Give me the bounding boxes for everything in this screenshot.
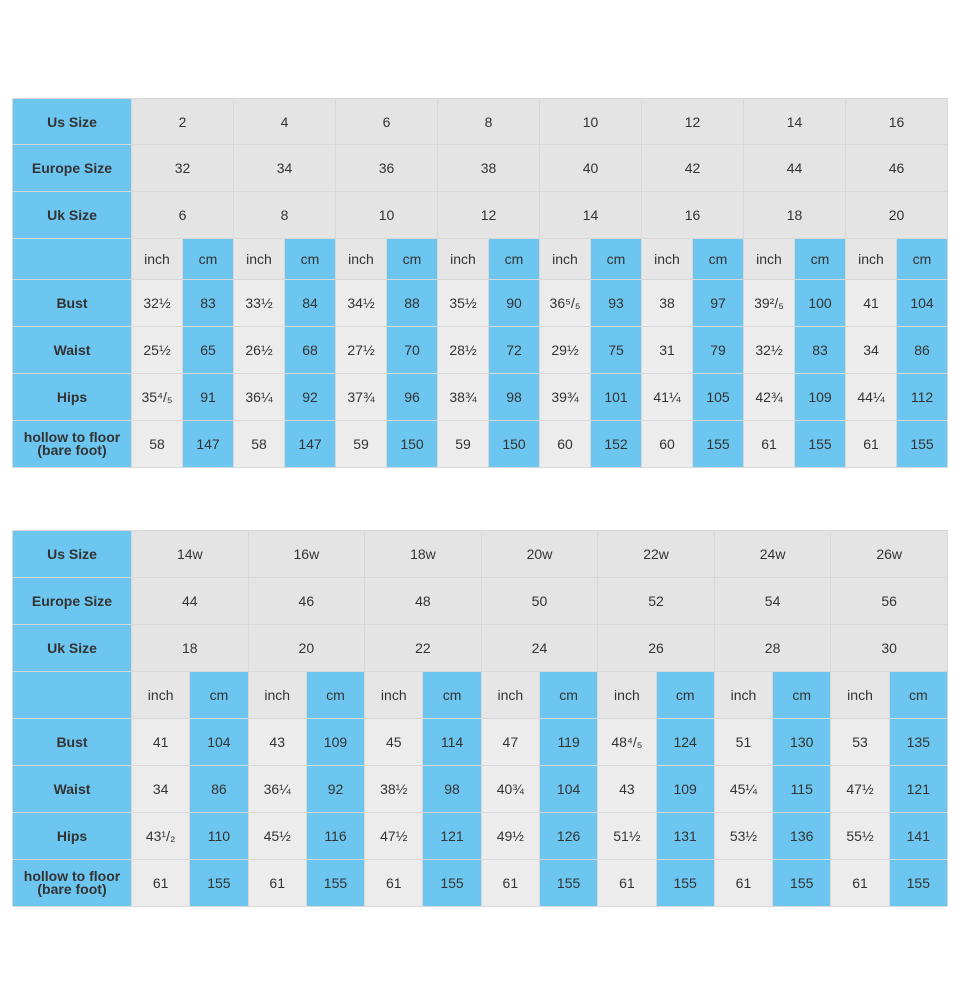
unit-header-cm: cm xyxy=(387,239,438,280)
europe-size-value: 54 xyxy=(714,578,831,625)
us-size-value: 4 xyxy=(234,99,336,145)
hips-inch-value: 51½ xyxy=(598,813,656,860)
row-label-hollow-to-floor xyxy=(13,860,132,907)
europe-size-value: 32 xyxy=(132,145,234,192)
table-row-uk-size xyxy=(13,192,948,239)
europe-size-value: 44 xyxy=(744,145,846,192)
us-size-value: 12 xyxy=(642,99,744,145)
hollow-label-line2: (bare foot) xyxy=(37,442,107,458)
bust-cm-value: 135 xyxy=(889,719,947,766)
hips-cm-value: 141 xyxy=(889,813,947,860)
hips-inch-value: 43¹/₂ xyxy=(132,813,190,860)
row-label-waist: Waist xyxy=(13,327,132,374)
uk-size-value: 18 xyxy=(132,625,249,672)
hips-inch-value: 42¾ xyxy=(744,374,795,421)
hips-inch-value: 35⁴/₅ xyxy=(132,374,183,421)
europe-size-value: 46 xyxy=(248,578,365,625)
bust-inch-value: 36⁵/₅ xyxy=(540,280,591,327)
table-row-europe-size xyxy=(13,145,948,192)
unit-header-cm: cm xyxy=(489,239,540,280)
uk-size-value: 8 xyxy=(234,192,336,239)
uk-size-value: 30 xyxy=(831,625,948,672)
hollow-inch-value: 61 xyxy=(365,860,423,907)
hollow-label-line1: hollow to floor xyxy=(23,868,121,884)
hips-cm-value: 112 xyxy=(897,374,948,421)
row-label-europe-size: Europe Size xyxy=(13,145,132,192)
unit-header-inch: inch xyxy=(744,239,795,280)
hollow-inch-value: 61 xyxy=(744,421,795,468)
table-row-europe-size xyxy=(13,578,948,625)
table-row-hips xyxy=(13,374,948,421)
hollow-cm-value: 155 xyxy=(306,860,364,907)
europe-size-value: 50 xyxy=(481,578,598,625)
hollow-inch-value: 60 xyxy=(540,421,591,468)
us-size-value: 24w xyxy=(714,531,831,578)
waist-cm-value: 68 xyxy=(285,327,336,374)
hips-inch-value: 36¼ xyxy=(234,374,285,421)
hips-inch-value: 39¾ xyxy=(540,374,591,421)
uk-size-value: 12 xyxy=(438,192,540,239)
row-label-us-size: Us Size xyxy=(13,99,132,145)
hips-inch-value: 53½ xyxy=(714,813,772,860)
unit-header-cm: cm xyxy=(306,672,364,719)
waist-inch-value: 36¼ xyxy=(248,766,306,813)
table-row-uk-size xyxy=(13,625,948,672)
table-row-hips xyxy=(13,813,948,860)
row-label-units-blank xyxy=(13,239,132,280)
waist-cm-value: 75 xyxy=(591,327,642,374)
waist-cm-value: 121 xyxy=(889,766,947,813)
unit-header-cm: cm xyxy=(773,672,831,719)
hollow-inch-value: 61 xyxy=(846,421,897,468)
unit-header-inch: inch xyxy=(714,672,772,719)
us-size-value: 8 xyxy=(438,99,540,145)
europe-size-value: 46 xyxy=(846,145,948,192)
table-row-us-size xyxy=(13,531,948,578)
row-label-bust: Bust xyxy=(13,719,132,766)
hips-inch-value: 41¼ xyxy=(642,374,693,421)
waist-inch-value: 47½ xyxy=(831,766,889,813)
unit-header-inch: inch xyxy=(336,239,387,280)
europe-size-value: 56 xyxy=(831,578,948,625)
unit-header-cm: cm xyxy=(423,672,481,719)
unit-header-cm: cm xyxy=(795,239,846,280)
waist-inch-value: 45¼ xyxy=(714,766,772,813)
bust-cm-value: 109 xyxy=(306,719,364,766)
us-size-value: 26w xyxy=(831,531,948,578)
hollow-cm-value: 150 xyxy=(387,421,438,468)
table-row-units xyxy=(13,672,948,719)
waist-cm-value: 70 xyxy=(387,327,438,374)
table-gap-divider xyxy=(12,468,948,530)
hollow-cm-value: 155 xyxy=(773,860,831,907)
waist-cm-value: 83 xyxy=(795,327,846,374)
hollow-inch-value: 61 xyxy=(598,860,656,907)
us-size-value: 16 xyxy=(846,99,948,145)
waist-cm-value: 115 xyxy=(773,766,831,813)
hips-inch-value: 44¼ xyxy=(846,374,897,421)
bust-inch-value: 35½ xyxy=(438,280,489,327)
hips-cm-value: 96 xyxy=(387,374,438,421)
hips-cm-value: 116 xyxy=(306,813,364,860)
hollow-cm-value: 150 xyxy=(489,421,540,468)
waist-cm-value: 72 xyxy=(489,327,540,374)
waist-cm-value: 65 xyxy=(183,327,234,374)
unit-header-inch: inch xyxy=(598,672,656,719)
table-row-bust xyxy=(13,719,948,766)
hips-cm-value: 126 xyxy=(539,813,597,860)
bust-cm-value: 124 xyxy=(656,719,714,766)
hollow-cm-value: 155 xyxy=(897,421,948,468)
table-row-bust xyxy=(13,280,948,327)
bust-cm-value: 93 xyxy=(591,280,642,327)
hollow-inch-value: 61 xyxy=(831,860,889,907)
bust-inch-value: 51 xyxy=(714,719,772,766)
unit-header-cm: cm xyxy=(889,672,947,719)
hips-cm-value: 98 xyxy=(489,374,540,421)
table-row-us-size xyxy=(13,99,948,145)
europe-size-value: 34 xyxy=(234,145,336,192)
hollow-inch-value: 58 xyxy=(234,421,285,468)
hips-inch-value: 55½ xyxy=(831,813,889,860)
waist-cm-value: 104 xyxy=(539,766,597,813)
hips-cm-value: 136 xyxy=(773,813,831,860)
hips-cm-value: 110 xyxy=(190,813,248,860)
europe-size-value: 44 xyxy=(132,578,249,625)
waist-inch-value: 27½ xyxy=(336,327,387,374)
waist-inch-value: 38½ xyxy=(365,766,423,813)
uk-size-value: 18 xyxy=(744,192,846,239)
unit-header-inch: inch xyxy=(132,239,183,280)
bust-inch-value: 41 xyxy=(132,719,190,766)
europe-size-value: 42 xyxy=(642,145,744,192)
bust-cm-value: 97 xyxy=(693,280,744,327)
bust-cm-value: 104 xyxy=(190,719,248,766)
unit-header-cm: cm xyxy=(591,239,642,280)
table-row-units xyxy=(13,239,948,280)
bust-cm-value: 114 xyxy=(423,719,481,766)
uk-size-value: 28 xyxy=(714,625,831,672)
uk-size-value: 20 xyxy=(846,192,948,239)
unit-header-cm: cm xyxy=(693,239,744,280)
row-label-hips: Hips xyxy=(13,813,132,860)
hollow-inch-value: 59 xyxy=(336,421,387,468)
hips-inch-value: 45½ xyxy=(248,813,306,860)
europe-size-value: 48 xyxy=(365,578,482,625)
us-size-value: 14w xyxy=(132,531,249,578)
hollow-inch-value: 58 xyxy=(132,421,183,468)
uk-size-value: 14 xyxy=(540,192,642,239)
bust-cm-value: 83 xyxy=(183,280,234,327)
unit-header-inch: inch xyxy=(365,672,423,719)
hollow-cm-value: 155 xyxy=(423,860,481,907)
bust-inch-value: 53 xyxy=(831,719,889,766)
hollow-label-line1: hollow to floor xyxy=(23,429,121,445)
hollow-cm-value: 155 xyxy=(190,860,248,907)
bust-cm-value: 84 xyxy=(285,280,336,327)
waist-inch-value: 40¾ xyxy=(481,766,539,813)
uk-size-value: 10 xyxy=(336,192,438,239)
uk-size-value: 16 xyxy=(642,192,744,239)
row-label-europe-size: Europe Size xyxy=(13,578,132,625)
row-label-bust: Bust xyxy=(13,280,132,327)
hollow-inch-value: 60 xyxy=(642,421,693,468)
waist-cm-value: 79 xyxy=(693,327,744,374)
hips-inch-value: 49½ xyxy=(481,813,539,860)
bust-inch-value: 39²/₅ xyxy=(744,280,795,327)
unit-header-inch: inch xyxy=(481,672,539,719)
uk-size-value: 6 xyxy=(132,192,234,239)
plus-size-table xyxy=(12,530,948,907)
row-label-units-blank xyxy=(13,672,132,719)
europe-size-value: 38 xyxy=(438,145,540,192)
bust-inch-value: 43 xyxy=(248,719,306,766)
unit-header-inch: inch xyxy=(234,239,285,280)
waist-inch-value: 34 xyxy=(132,766,190,813)
hollow-cm-value: 155 xyxy=(656,860,714,907)
uk-size-value: 26 xyxy=(598,625,715,672)
hollow-inch-value: 61 xyxy=(714,860,772,907)
hips-cm-value: 101 xyxy=(591,374,642,421)
bust-inch-value: 45 xyxy=(365,719,423,766)
bust-cm-value: 100 xyxy=(795,280,846,327)
hollow-inch-value: 61 xyxy=(248,860,306,907)
waist-cm-value: 86 xyxy=(190,766,248,813)
row-label-uk-size: Uk Size xyxy=(13,625,132,672)
bust-cm-value: 130 xyxy=(773,719,831,766)
us-size-value: 2 xyxy=(132,99,234,145)
hips-cm-value: 105 xyxy=(693,374,744,421)
waist-inch-value: 28½ xyxy=(438,327,489,374)
hollow-cm-value: 155 xyxy=(795,421,846,468)
hollow-cm-value: 152 xyxy=(591,421,642,468)
us-size-value: 6 xyxy=(336,99,438,145)
europe-size-value: 36 xyxy=(336,145,438,192)
bust-cm-value: 104 xyxy=(897,280,948,327)
europe-size-value: 40 xyxy=(540,145,642,192)
bust-cm-value: 88 xyxy=(387,280,438,327)
waist-cm-value: 109 xyxy=(656,766,714,813)
bust-inch-value: 47 xyxy=(481,719,539,766)
table-row-waist xyxy=(13,766,948,813)
uk-size-value: 20 xyxy=(248,625,365,672)
unit-header-inch: inch xyxy=(540,239,591,280)
unit-header-inch: inch xyxy=(132,672,190,719)
bust-cm-value: 90 xyxy=(489,280,540,327)
hips-cm-value: 91 xyxy=(183,374,234,421)
waist-inch-value: 34 xyxy=(846,327,897,374)
waist-inch-value: 32½ xyxy=(744,327,795,374)
waist-inch-value: 29½ xyxy=(540,327,591,374)
bust-inch-value: 34½ xyxy=(336,280,387,327)
row-label-uk-size: Uk Size xyxy=(13,192,132,239)
us-size-value: 22w xyxy=(598,531,715,578)
waist-cm-value: 98 xyxy=(423,766,481,813)
unit-header-cm: cm xyxy=(897,239,948,280)
europe-size-value: 52 xyxy=(598,578,715,625)
waist-cm-value: 92 xyxy=(306,766,364,813)
unit-header-cm: cm xyxy=(539,672,597,719)
us-size-value: 10 xyxy=(540,99,642,145)
unit-header-inch: inch xyxy=(846,239,897,280)
waist-inch-value: 25½ xyxy=(132,327,183,374)
unit-header-inch: inch xyxy=(642,239,693,280)
hollow-inch-value: 61 xyxy=(132,860,190,907)
unit-header-cm: cm xyxy=(190,672,248,719)
hips-cm-value: 131 xyxy=(656,813,714,860)
unit-header-inch: inch xyxy=(831,672,889,719)
hips-cm-value: 121 xyxy=(423,813,481,860)
unit-header-cm: cm xyxy=(183,239,234,280)
hips-cm-value: 109 xyxy=(795,374,846,421)
uk-size-value: 22 xyxy=(365,625,482,672)
row-label-waist: Waist xyxy=(13,766,132,813)
hollow-cm-value: 155 xyxy=(693,421,744,468)
bust-inch-value: 33½ xyxy=(234,280,285,327)
hips-inch-value: 37¾ xyxy=(336,374,387,421)
hollow-cm-value: 155 xyxy=(539,860,597,907)
standard-size-table xyxy=(12,98,948,468)
us-size-value: 16w xyxy=(248,531,365,578)
hollow-cm-value: 147 xyxy=(285,421,336,468)
bust-inch-value: 48⁴/₅ xyxy=(598,719,656,766)
waist-inch-value: 26½ xyxy=(234,327,285,374)
hips-inch-value: 38¾ xyxy=(438,374,489,421)
hollow-inch-value: 59 xyxy=(438,421,489,468)
uk-size-value: 24 xyxy=(481,625,598,672)
hollow-inch-value: 61 xyxy=(481,860,539,907)
unit-header-inch: inch xyxy=(438,239,489,280)
hips-inch-value: 47½ xyxy=(365,813,423,860)
us-size-value: 18w xyxy=(365,531,482,578)
waist-cm-value: 86 xyxy=(897,327,948,374)
unit-header-cm: cm xyxy=(656,672,714,719)
unit-header-inch: inch xyxy=(248,672,306,719)
waist-inch-value: 31 xyxy=(642,327,693,374)
table-row-waist xyxy=(13,327,948,374)
table-row-hollow-to-floor xyxy=(13,860,948,907)
row-label-us-size: Us Size xyxy=(13,531,132,578)
waist-inch-value: 43 xyxy=(598,766,656,813)
hollow-cm-value: 155 xyxy=(889,860,947,907)
row-label-hollow-to-floor xyxy=(13,421,132,468)
us-size-value: 20w xyxy=(481,531,598,578)
us-size-value: 14 xyxy=(744,99,846,145)
bust-cm-value: 119 xyxy=(539,719,597,766)
hollow-cm-value: 147 xyxy=(183,421,234,468)
bust-inch-value: 41 xyxy=(846,280,897,327)
unit-header-cm: cm xyxy=(285,239,336,280)
row-label-hips: Hips xyxy=(13,374,132,421)
bust-inch-value: 38 xyxy=(642,280,693,327)
table-row-hollow-to-floor xyxy=(13,421,948,468)
hips-cm-value: 92 xyxy=(285,374,336,421)
bust-inch-value: 32½ xyxy=(132,280,183,327)
hollow-label-line2: (bare foot) xyxy=(37,881,107,897)
